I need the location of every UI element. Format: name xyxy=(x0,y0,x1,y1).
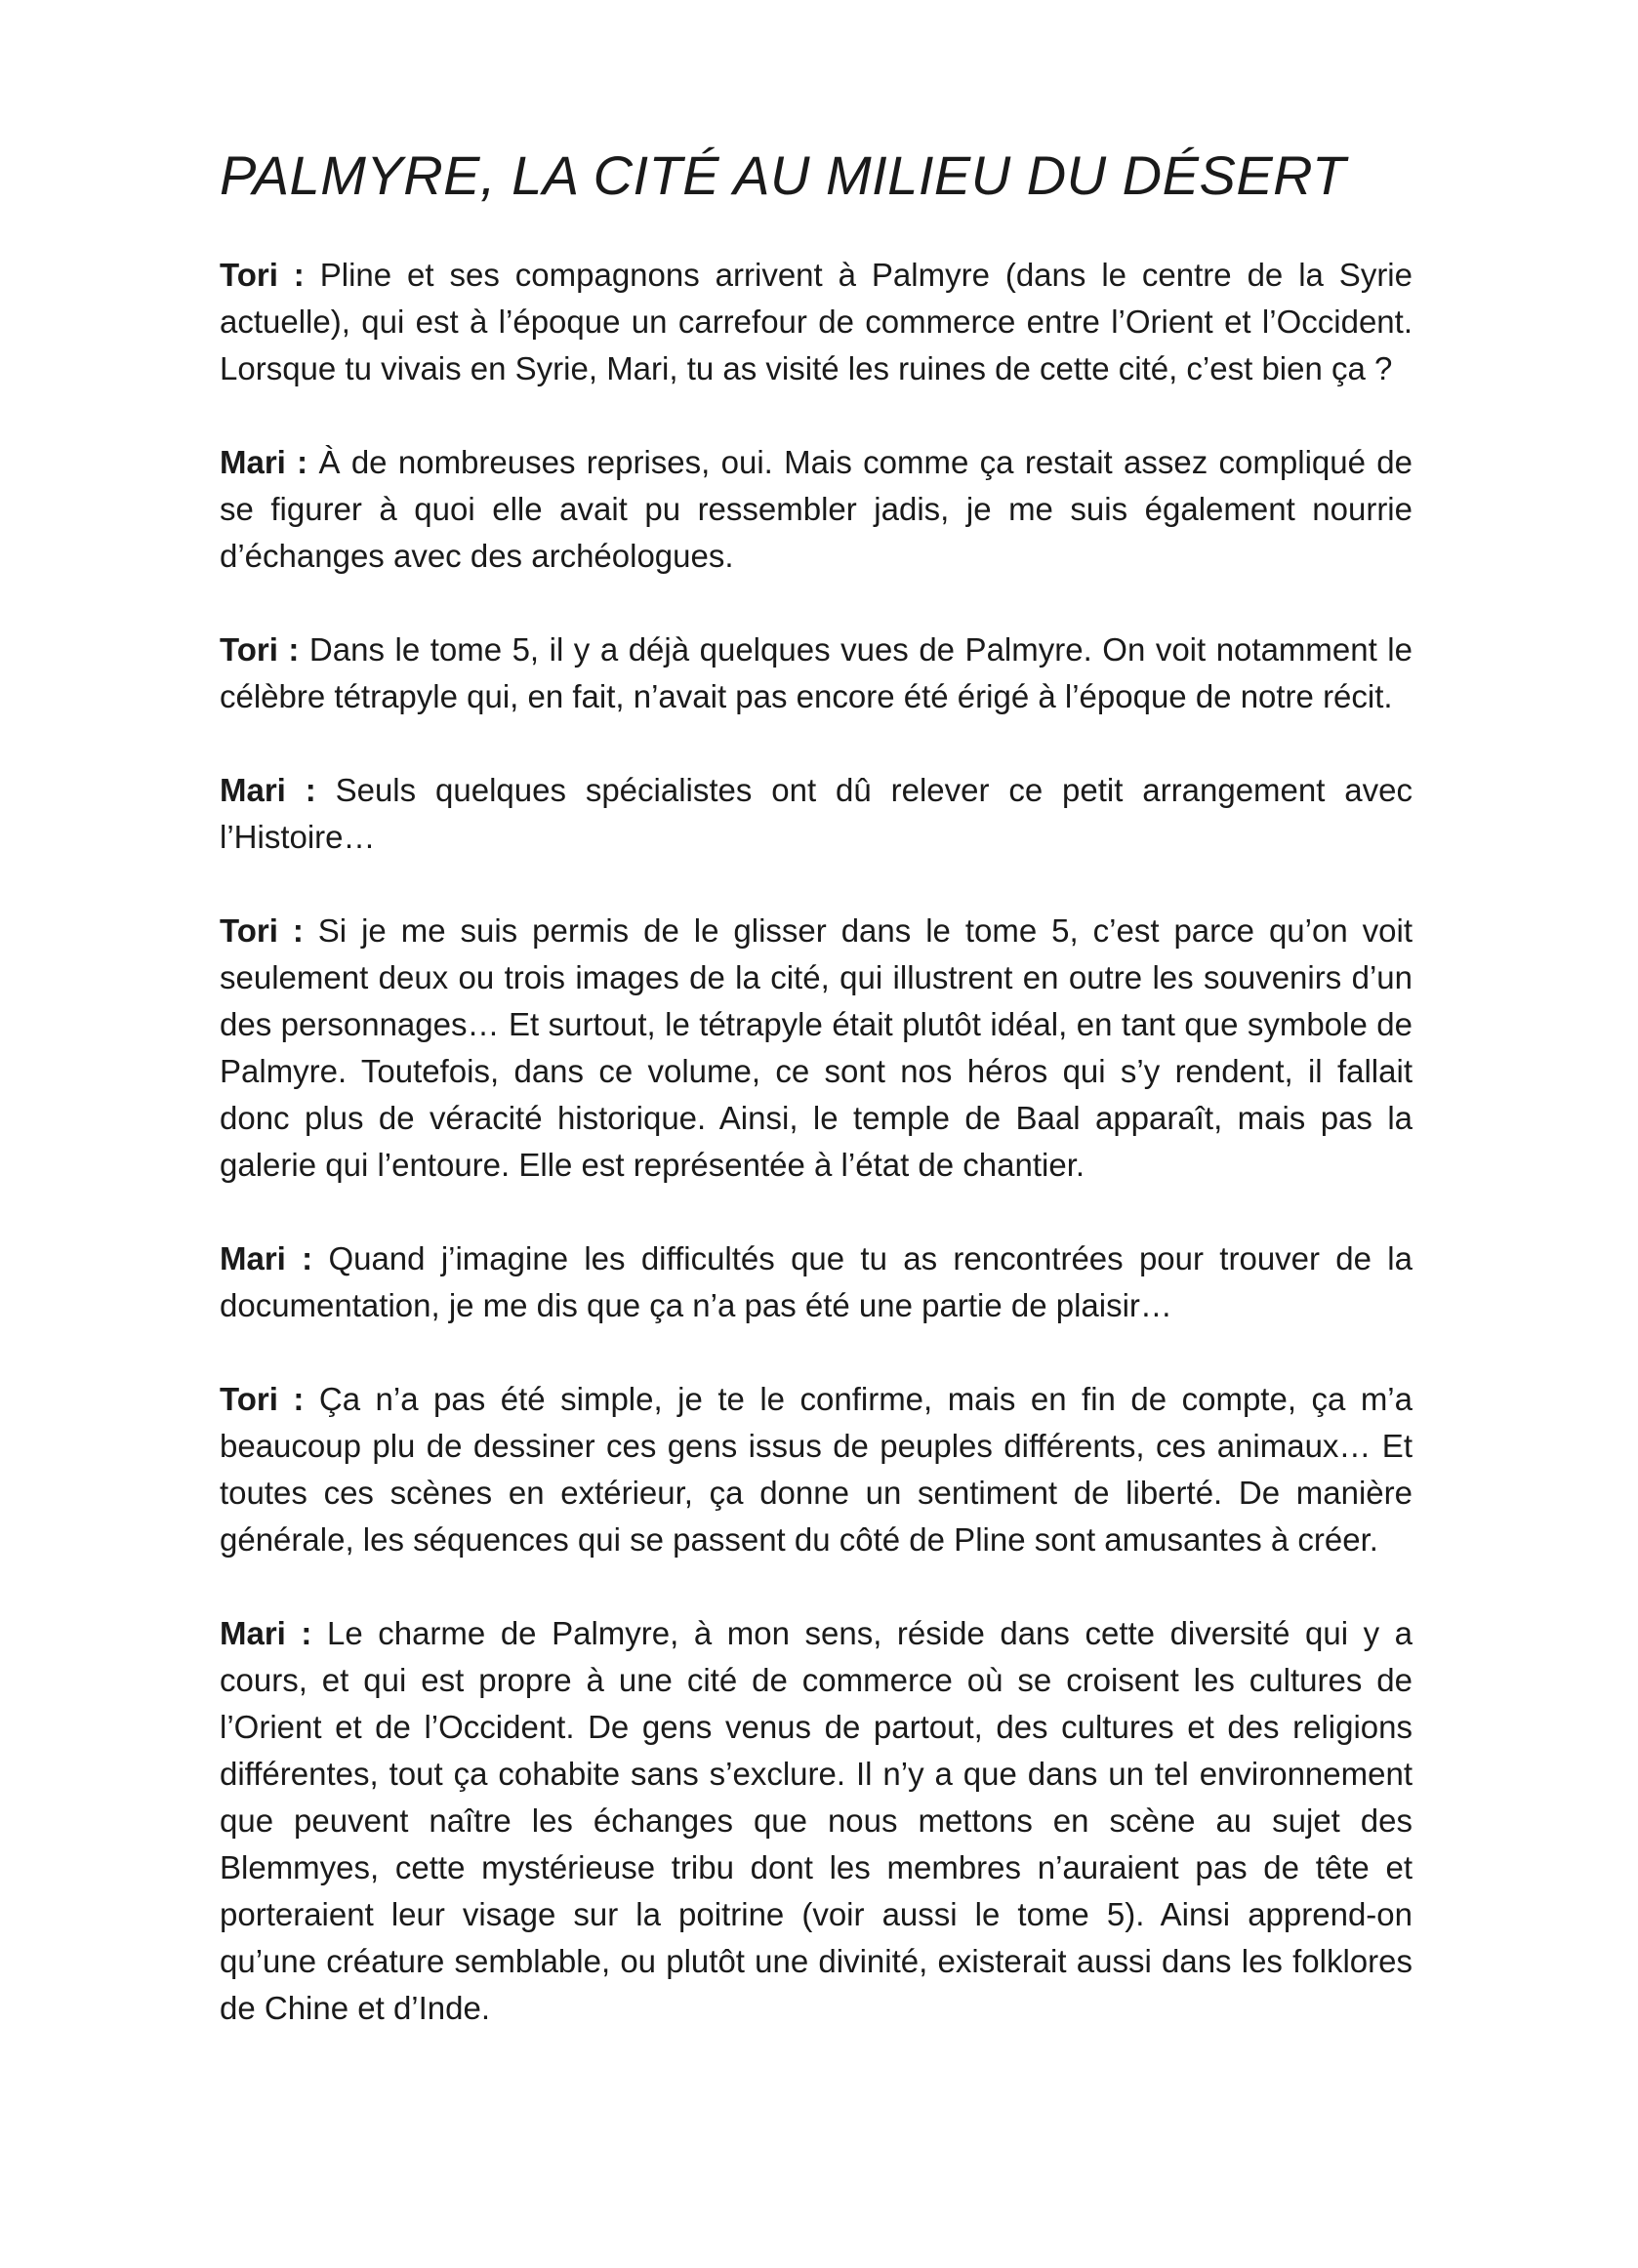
dialogue-paragraph xyxy=(220,439,1413,580)
speaker-label: Tori : xyxy=(220,1381,305,1417)
speaker-label: Mari : xyxy=(220,772,316,808)
speaker-label: Mari : xyxy=(220,444,308,480)
interview-body xyxy=(220,252,1413,2079)
dialogue-paragraph xyxy=(220,908,1413,1189)
dialogue-paragraph xyxy=(220,627,1413,720)
dialogue-paragraph xyxy=(220,1376,1413,1563)
dialogue-paragraph xyxy=(220,252,1413,392)
speaker-label: Mari : xyxy=(220,1615,312,1651)
paragraph-text: Ça n’a pas été simple, je te le confirme, mais en fin de compte, ça m’a beaucoup plu de dessiner ces gens issus de peuples différents, ces animaux… Et toutes ces scènes en extérieur, ça donne un sentiment de liberté. De manière générale, les séquences qui se passent du côté de Pline sont amusantes à créer. xyxy=(220,1381,1413,1558)
speaker-label: Mari : xyxy=(220,1240,313,1276)
page-title: PALMYRE, LA CITÉ AU MILIEU DU DÉSERT xyxy=(220,144,1346,206)
paragraph-text: Le charme de Palmyre, à mon sens, réside dans cette diversité qui y a cours, et qui est propre à une cité de commerce où se croisent les cultures de l’Orient et de l’Occident. De gens venus de partout, des cultures et des religions différentes, tout ça cohabite sans s’exclure. Il n’y a que dans un tel environnement que peuvent naître les échanges que nous mettons en scène au sujet des Blemmyes, cette mystérieuse tribu dont les membres n’auraient pas de tête et porteraient leur visage sur la poitrine (voir aussi le tome 5). Ainsi apprend-on qu’une créature semblable, ou plutôt une divinité, existerait aussi dans les folklores de Chine et d’Inde. xyxy=(220,1615,1413,2026)
dialogue-paragraph xyxy=(220,1610,1413,2032)
paragraph-text: Dans le tome 5, il y a déjà quelques vues de Palmyre. On voit notamment le célèbre tétrapyle qui, en fait, n’avait pas encore été érigé à l’époque de notre récit. xyxy=(220,631,1413,714)
dialogue-paragraph xyxy=(220,1235,1413,1329)
paragraph-text: Quand j’imagine les difficultés que tu as rencontrées pour trouver de la documentation, je me dis que ça n’a pas été une partie de plaisir… xyxy=(220,1240,1413,1323)
paragraph-text: Si je me suis permis de le glisser dans le tome 5, c’est parce qu’on voit seulement deux ou trois images de la cité, qui illustrent en outre les souvenirs d’un des personnages… Et surtout, le tétrapyle était plutôt idéal, en tant que symbole de Palmyre. Toutefois, dans ce volume, ce sont nos héros qui s’y rendent, il fallait donc plus de véracité historique. Ainsi, le temple de Baal apparaît, mais pas la galerie qui l’entoure. Elle est représentée à l’état de chantier. xyxy=(220,912,1413,1183)
paragraph-text: Pline et ses compagnons arrivent à Palmyre (dans le centre de la Syrie actuelle), qui est à l’époque un carrefour de commerce entre l’Orient et l’Occident. Lorsque tu vivais en Syrie, Mari, tu as visité les ruines de cette cité, c’est bien ça ? xyxy=(220,257,1413,386)
dialogue-paragraph xyxy=(220,767,1413,861)
paragraph-text: À de nombreuses reprises, oui. Mais comme ça restait assez compliqué de se figurer à quoi elle avait pu ressembler jadis, je me suis également nourrie d’échanges avec des archéologues. xyxy=(220,444,1413,574)
speaker-label: Tori : xyxy=(220,631,300,668)
speaker-label: Tori : xyxy=(220,912,304,949)
paragraph-text: Seuls quelques spécialistes ont dû relever ce petit arrangement avec l’Histoire… xyxy=(220,772,1413,855)
speaker-label: Tori : xyxy=(220,257,305,293)
